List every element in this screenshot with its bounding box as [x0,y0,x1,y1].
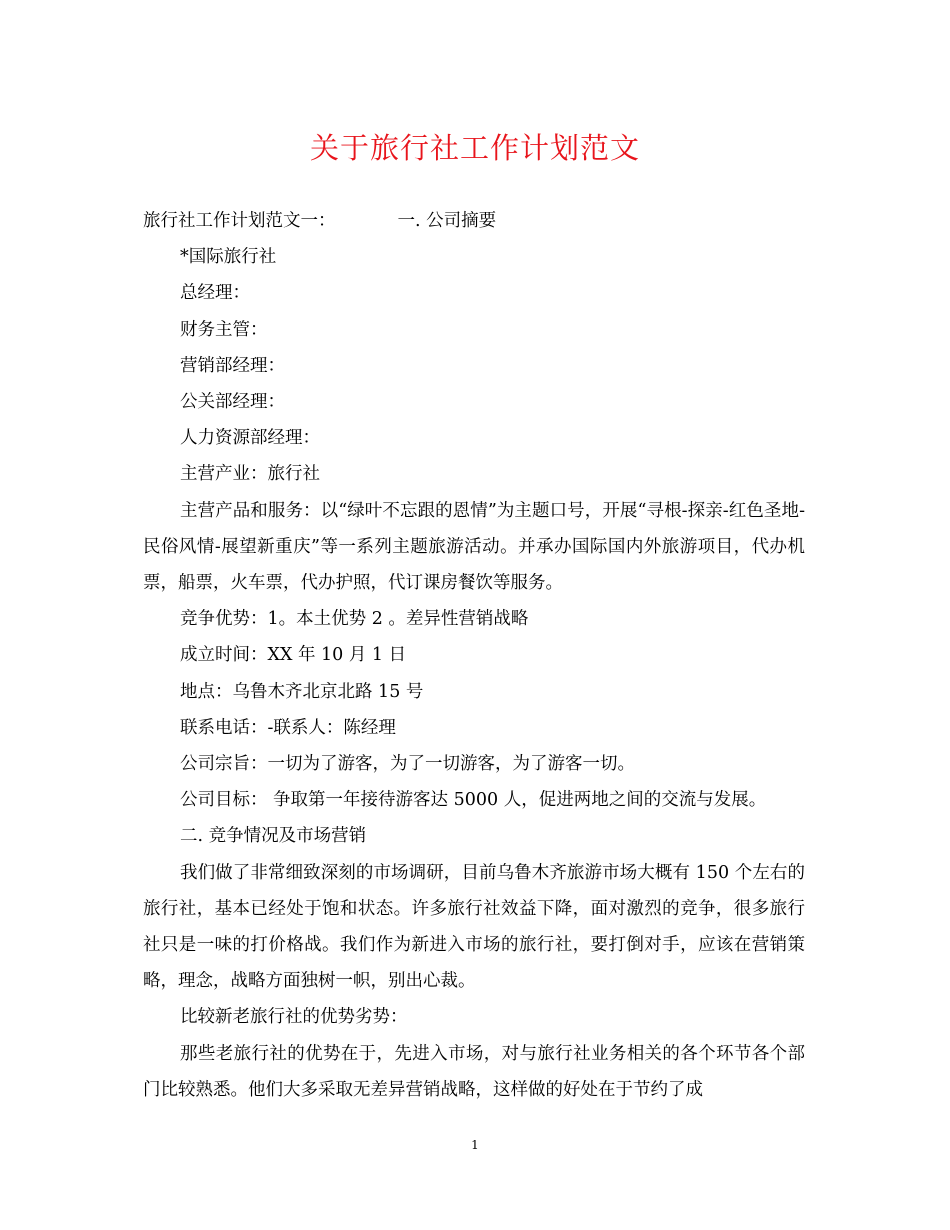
founded-date-line: 成立时间：XX 年 10 月 1 日 [180,645,407,666]
general-manager-line: 总经理： [180,283,250,304]
main-industry-line: 主营产业：旅行社 [180,464,320,485]
finance-supervisor-line: 财务主管： [180,319,268,340]
intro-left: 旅行社工作计划范文一： [143,211,336,231]
address-line: 地点：乌鲁木齐北京北路 15 号 [180,681,424,702]
hr-manager-line: 人力资源部经理： [180,428,320,449]
section-heading-2: 二. 竞争情况及市场营销 [180,826,367,847]
marketing-manager-line: 营销部经理： [180,355,285,376]
competitive-advantage-line: 竞争优势：1。本土优势 2 。差异性营销战略 [180,609,529,630]
document-body [143,203,805,1108]
intro-line [143,203,805,239]
section-heading-1: 一. 公司摘要 [397,211,497,231]
compare-heading: 比较新老旅行社的优势劣势： [180,1007,408,1028]
pr-manager-line: 公关部经理： [180,392,285,413]
compare-paragraph: 那些老旅行社的优势在于，先进入市场，对与旅行社业务相关的各个环节各个部门比较熟悉。他们大多采取无差异营销战略，这样做的好处在于节约了成 [143,1043,805,1100]
contact-line: 联系电话：-联系人：陈经理 [180,717,396,738]
products-paragraph: 主营产品和服务：以“绿叶不忘跟的恩情”为主题口号，开展“寻根-探亲-红色圣地-民俗风情-展望新重庆”等一系列主题旅游活动。并承办国际国内外旅游项目，代办机票，船票，火车票，代办护照，代订课房餐饮等服务。 [143,500,805,594]
document-title: 关于旅行社工作计划范文 [309,131,640,165]
page-number: 1 [471,1138,479,1152]
company-mission-line: 公司宗旨：一切为了游客，为了一切游客，为了游客一切。 [180,754,635,775]
company-goal-line: 公司目标： 争取第一年接待游客达 5000 人，促进两地之间的交流与发展。 [180,790,767,811]
company-name: *国际旅行社 [180,247,277,268]
market-paragraph: 我们做了非常细致深刻的市场调研，目前乌鲁木齐旅游市场大概有 150 个左右的旅行社，基本已经处于饱和状态。许多旅行社效益下降，面对激烈的竞争，很多旅行社只是一味的打价格战。我们作为新进入市场的旅行社，要打倒对手，应该在营销策略，理念，战略方面独树一帜，别出心裁。 [143,862,805,992]
